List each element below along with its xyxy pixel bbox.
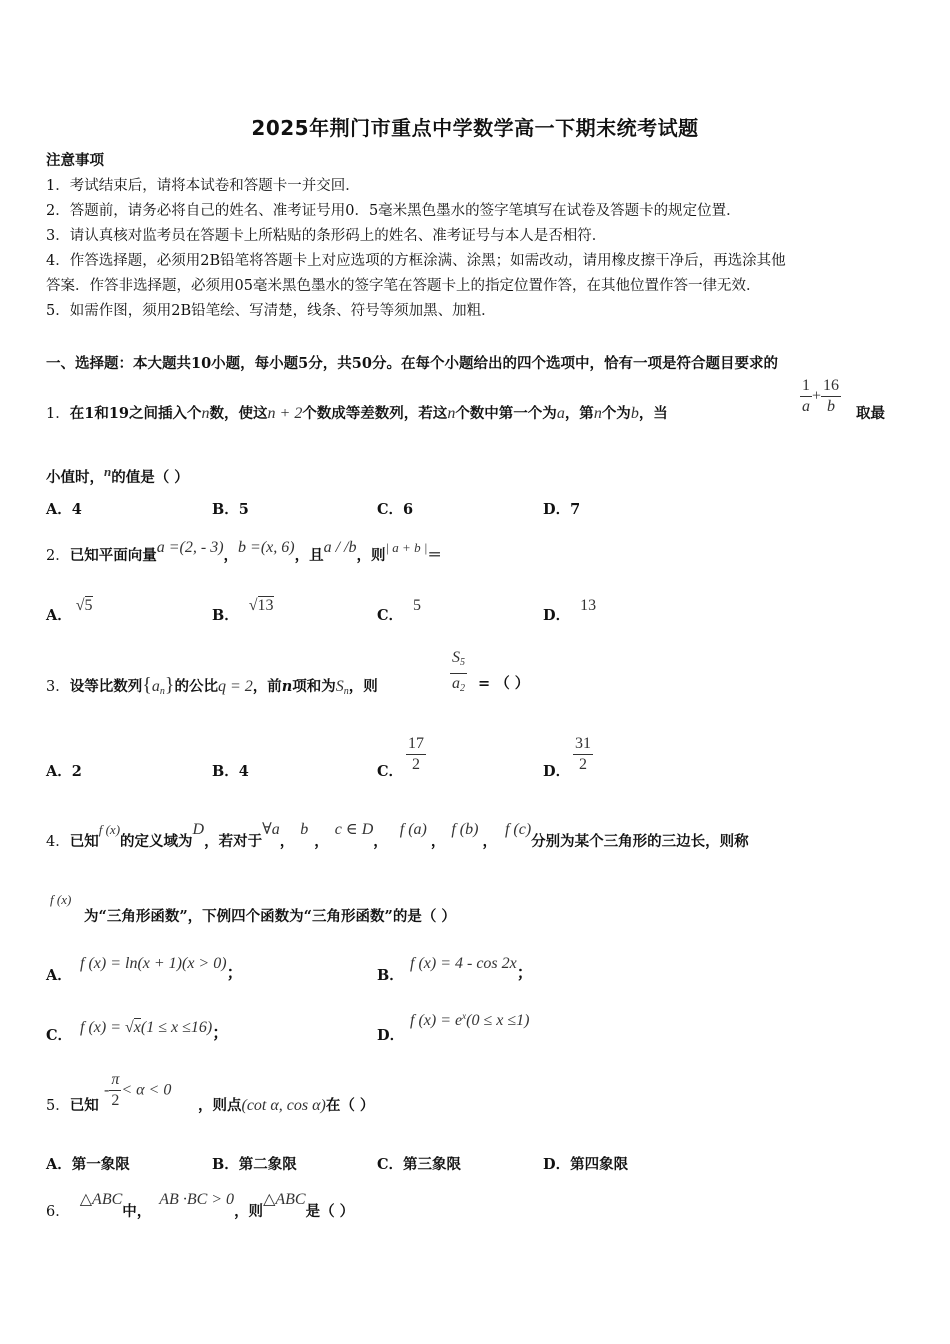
q5-option-c[interactable]: C．第三象限 xyxy=(377,1156,462,1173)
notice-item-3: 3．请认真核对监考员在答题卡上所粘贴的条形码上的姓名、准考证号与本人是否相符． xyxy=(46,228,607,244)
q4-text-line-2: 为“三角形函数”，下例四个函数为“三角形函数”的是（ ） xyxy=(84,908,456,925)
q4-comma: ， xyxy=(314,833,329,850)
q1-text-end: 取最 xyxy=(856,405,885,422)
q3-option-a[interactable]: A．2 xyxy=(46,763,82,780)
q2-option-b[interactable]: B．√13 xyxy=(212,597,274,624)
q4-option-b-formula: f (x) = 4 - cos 2x； xyxy=(410,955,533,982)
question-2 xyxy=(46,536,442,564)
q4-option-d[interactable]: D． xyxy=(377,1027,405,1044)
q3-text: 的公比 xyxy=(174,678,218,695)
q1-text: 在 xyxy=(69,405,85,422)
q2-vector-b: b =(x, 6) xyxy=(238,539,295,556)
q1-option-b[interactable]: B．5 xyxy=(212,501,249,518)
q5-text: 已知 xyxy=(69,1097,99,1114)
q2-vector-a: a =(2, - 3) xyxy=(156,539,224,556)
q1-num-1: 1 xyxy=(84,405,95,422)
q4-fx: f (x) xyxy=(98,822,121,837)
question-4-line-1 xyxy=(46,818,749,850)
q6-triangle: △ABC xyxy=(79,1191,123,1208)
question-6 xyxy=(46,1188,355,1220)
q3-text: 项和为 xyxy=(292,678,336,695)
q4-comma: ， xyxy=(373,833,388,850)
q2-text: ，且 xyxy=(294,547,324,564)
q1-option-d[interactable]: D．7 xyxy=(543,501,581,518)
q3-text: ，前 xyxy=(252,678,282,695)
q5-number: 5． xyxy=(46,1098,70,1114)
q3-var-n: n xyxy=(281,678,293,695)
q2-number: 2． xyxy=(46,548,70,564)
q2-option-b-value: 13 xyxy=(257,597,274,614)
q1-text: 数，使这 xyxy=(209,405,268,422)
q4-option-c[interactable]: C． xyxy=(46,1027,73,1044)
q1-text: ，第 xyxy=(564,405,594,422)
q3-sum-sub: n xyxy=(343,686,349,697)
q6-number: 6． xyxy=(46,1204,70,1220)
q4-text: 已知 xyxy=(69,833,99,850)
q2-option-a[interactable]: A．√5 xyxy=(46,597,93,624)
q1-expr-n-plus-2: n + 2 xyxy=(267,405,303,422)
q4-option-a-formula: f (x) = ln(x + 1)(x > 0)； xyxy=(80,955,243,982)
q1-var-n: n xyxy=(447,405,456,422)
q1-fraction-16-over-b: $\frac{16}{b}$ xyxy=(823,377,840,415)
notice-item-2: 2．答题前，请务必将自己的姓名、准考证号用0．5毫米黑色墨水的签字笔填写在试卷及答题卡的规定位置． xyxy=(46,203,741,219)
q5-option-a[interactable]: A．第一象限 xyxy=(46,1156,130,1173)
q3-option-c-fraction: $\frac{17}{2}$ xyxy=(408,735,424,773)
q3-option-d[interactable]: D． xyxy=(543,763,571,780)
q4-text: ，若对于 xyxy=(204,833,263,850)
q6-dot-product: AB ·BC > 0 xyxy=(159,1191,235,1208)
q1-var-a: a xyxy=(556,405,565,422)
section-heading: 一、选择题：本大题共10小题，每小题5分，共50分。在每个小题给出的四个选项中，恰有一项是符合题目要求的 xyxy=(46,355,778,372)
q4-comma: ， xyxy=(279,833,295,850)
q3-text: 设等比数列 xyxy=(69,678,143,695)
q4-comma: ， xyxy=(482,833,497,850)
q2-option-d-value: 13 xyxy=(580,597,597,614)
q3-sequence-sub: n xyxy=(159,686,165,697)
q6-text: 中， xyxy=(122,1203,152,1220)
q4-text: 分别为某个三角形的三边长，则称 xyxy=(531,833,749,850)
notice-item-4-cont: 答案．作答非选择题，必须用05毫米黑色墨水的签字笔在答题卡上的指定位置作答，在其他位置作答一律无效． xyxy=(46,278,761,294)
q2-text: 已知平面向量 xyxy=(69,547,157,564)
question-3: 3．设等比数列$\{a_n\}$的公比q = 2，前n项和为$S_n$，则 xyxy=(46,674,378,697)
q1-var-n: n xyxy=(104,464,112,479)
q1-text: 个数中第一个为 xyxy=(455,405,557,422)
q4-comma: ， xyxy=(430,833,446,850)
q1-number: 1． xyxy=(46,406,70,422)
q4-c-in-d: c ∈ D xyxy=(334,821,374,838)
q5-text-2: ，则点(cot α, cos α)在（ ） xyxy=(198,1097,375,1114)
q4-option-b[interactable]: B． xyxy=(377,967,404,984)
q6-text: ，则 xyxy=(234,1203,264,1220)
q2-text: ，则 xyxy=(356,547,386,564)
q1-fraction-expression xyxy=(800,376,841,417)
q2-option-c-value: 5 xyxy=(413,597,422,614)
q1-var-b: b xyxy=(630,405,639,422)
q1-text: 和 xyxy=(94,405,109,422)
q1-option-a[interactable]: A．4 xyxy=(46,501,82,518)
q4-forall-a: ∀a xyxy=(262,821,280,838)
q3-text: ，则 xyxy=(348,678,378,695)
q1-text: 个为 xyxy=(601,405,631,422)
question-4-line-2 xyxy=(50,892,71,908)
q1-fraction-1-over-a: $\frac{1}{a}$ xyxy=(802,377,810,415)
q3-text-end: = （ ） xyxy=(478,675,530,692)
q5-inequality: - $\frac{\pi}{2}$ < α < 0 xyxy=(104,1071,172,1109)
q1-line-2: 小值时，n的值是（ ） xyxy=(46,464,189,486)
q1-plus: + xyxy=(812,387,822,405)
q6-text: 是（ ） xyxy=(305,1203,355,1220)
q3-sequence-a: a xyxy=(151,678,160,695)
q4-option-d-formula: f $(x) = e^x(0 \le x \le 1)$ xyxy=(410,1011,530,1029)
q1-text: 个数成等差数列，若这 xyxy=(302,405,448,422)
q3-option-d-fraction: $\frac{31}{2}$ xyxy=(575,735,591,773)
q3-ratio: q = 2 xyxy=(217,678,253,695)
notice-item-1: 1．考试结束后，请将本试卷和答题卡一并交回． xyxy=(46,178,360,194)
q4-fc: f (c) xyxy=(504,821,532,838)
q4-fa: f (a) xyxy=(399,821,427,838)
q1-var-n: n xyxy=(201,405,210,422)
q4-text: 的定义域为 xyxy=(120,833,193,850)
q2-parallel: a / /b xyxy=(323,539,357,556)
q4-option-c-formula: f (x) = √x(1 ≤ x ≤16)； xyxy=(80,1019,229,1042)
q3-fraction: $\frac{S_5}{a_2}$ xyxy=(452,649,465,694)
question-5 xyxy=(46,1094,99,1115)
q3-sum-s: S xyxy=(335,678,344,695)
q5-option-d[interactable]: D．第四象限 xyxy=(543,1156,629,1173)
q4-fb: f (b) xyxy=(451,821,479,838)
q1-option-c[interactable]: C．6 xyxy=(377,501,414,518)
q2-equals: ＝ xyxy=(427,547,442,564)
notice-heading: 注意事项 xyxy=(46,152,104,169)
q4-option-a[interactable]: A． xyxy=(46,967,72,984)
q1-var-n: n xyxy=(593,405,602,422)
q1-text: ，当 xyxy=(638,405,668,422)
q1-text: 之间插入个 xyxy=(129,405,202,422)
q3-option-b[interactable]: B．4 xyxy=(212,763,249,780)
q2-text: ， xyxy=(223,547,239,564)
q6-triangle: △ABC xyxy=(263,1191,306,1208)
notice-item-5: 5．如需作图，须用2B铅笔绘、写清楚，线条、符号等须加黑、加粗． xyxy=(46,303,496,319)
page-title: 2025年荆门市重点中学数学高一下期末统考试题 xyxy=(251,116,699,140)
q1-num-19: 19 xyxy=(108,405,130,422)
q3-number: 3． xyxy=(46,679,70,695)
q4-number: 4． xyxy=(46,834,70,850)
q2-abs-a-plus-b: | a + b | xyxy=(385,540,428,555)
q5-point: (cot α, cos α) xyxy=(241,1097,326,1114)
q4-var-b: b xyxy=(300,821,309,838)
q3-option-c[interactable]: C． xyxy=(377,763,404,780)
q2-option-a-value: 5 xyxy=(84,597,93,614)
q4-domain-d: D xyxy=(192,821,205,838)
q5-option-b[interactable]: B．第二象限 xyxy=(212,1156,297,1173)
q2-option-d[interactable]: D．13 xyxy=(543,597,597,624)
q2-option-c[interactable]: C．5 xyxy=(377,597,422,624)
q4-fx: f (x) xyxy=(50,892,72,907)
notice-item-4: 4．作答选择题，必须用2B铅笔将答题卡上对应选项的方框涂满、涂黑；如需改动，请用橡皮擦干净后，再选涂其他 xyxy=(46,253,786,269)
